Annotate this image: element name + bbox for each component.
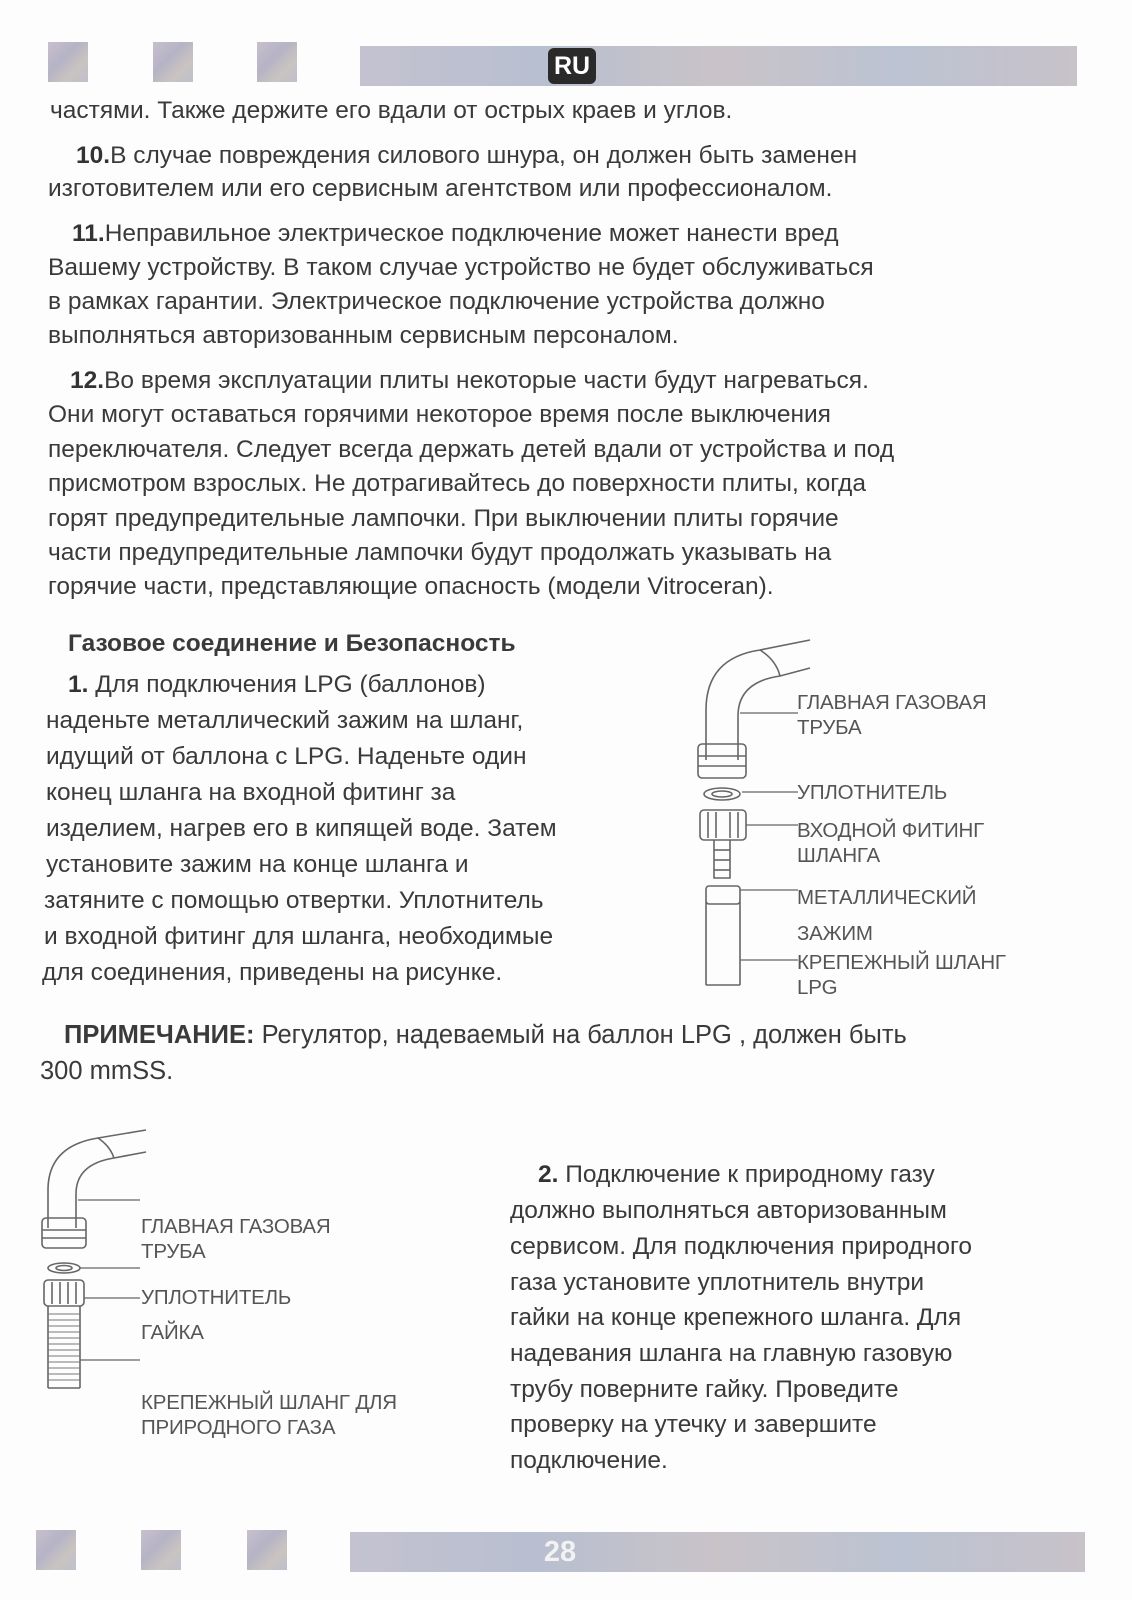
footer-square-3 (247, 1530, 287, 1570)
paragraph-12-number: 12. (70, 367, 105, 394)
footer-square-1 (36, 1530, 76, 1570)
natural-gas-line: подключение. (510, 1447, 668, 1474)
natural-gas-number: 2. (538, 1161, 559, 1188)
lpg-line: изделием, нагрев его в кипящей воде. Затем (46, 815, 557, 842)
lpg-line: затяните с помощью отвертки. Уплотнитель (44, 887, 544, 914)
lpg-label-fitting: ВХОДНОЙ ФИТИНГ ШЛАНГА (797, 819, 985, 867)
paragraph-12-line: присмотром взрослых. Не дотрагивайтесь до поверхности плиты, когда (48, 470, 866, 497)
natural-gas-line: должно выполняться авторизованным (510, 1197, 947, 1224)
footer-square-2 (141, 1530, 181, 1570)
paragraph-10-line: изготовителем или его сервисным агентством или профессионалом. (48, 175, 833, 202)
natural-gas-line: Подключение к природному газу (558, 1161, 935, 1188)
language-badge: RU (548, 48, 596, 84)
lpg-line: и входной фитинг для шланга, необходимые (44, 923, 554, 950)
page-number: 28 (543, 1536, 577, 1568)
note-label: ПРИМЕЧАНИЕ: (64, 1021, 255, 1049)
lpg-line: установите зажим на конце шланга и (46, 851, 469, 878)
paragraph-12-line: горячие части, представляющие опасность (модели Vitroceran). (48, 573, 774, 600)
lpg-label-seal: УПЛОТНИТЕЛЬ (797, 781, 948, 804)
paragraph-11-number: 11. (72, 220, 105, 247)
header-bar (360, 46, 1077, 86)
paragraph-11-line: выполняться авторизованным сервисным персоналом. (48, 322, 679, 349)
lpg-line: для соединения, приведены на рисунке. (42, 959, 503, 986)
note-text: Регулятор, надеваемый на баллон LPG , должен быть (254, 1021, 907, 1049)
natural-gas-line: надевания шланга на главную газовую (510, 1340, 953, 1367)
lpg-connection-diagram (680, 640, 810, 1010)
natgas-label-pipe: ГЛАВНАЯ ГАЗОВАЯ ТРУБА (141, 1215, 331, 1263)
natural-gas-line: гайки на конце крепежного шланга. Для (510, 1304, 962, 1331)
note (64, 1018, 907, 1053)
natural-gas-line: проверку на утечку и завершите (510, 1411, 877, 1438)
paragraph-12-line: Во время эксплуатации плиты некоторые части будут нагреваться. (104, 367, 869, 394)
paragraph-11-line: в рамках гарантии. Электрическое подключение устройства должно (48, 288, 825, 315)
footer-bar (350, 1532, 1085, 1572)
lpg-line: Для подключения LPG (баллонов) (88, 671, 486, 698)
paragraph-12-line: горят предупредительные лампочки. При выключении плиты горячие (48, 505, 839, 532)
lpg-label-hose: КРЕПЕЖНЫЙ ШЛАНГ LPG (797, 951, 1006, 999)
natgas-label-nut: ГАЙКА (141, 1321, 204, 1344)
header-square-1 (48, 42, 88, 82)
paragraph-10-number: 10. (76, 142, 111, 169)
note-text: 300 mmSS. (40, 1057, 174, 1085)
lpg-line: конец шланга на входной фитинг за (46, 779, 456, 806)
natgas-label-seal: УПЛОТНИТЕЛЬ (141, 1286, 292, 1309)
header-square-3 (257, 42, 297, 82)
lpg-label-clamp: МЕТАЛЛИЧЕСКИЙ ЗАЖИМ (797, 886, 977, 945)
header-square-2 (153, 42, 193, 82)
lpg-line: наденьте металлический зажим на шланг, (46, 707, 524, 734)
paragraph-12-line: части предупредительные лампочки будут продолжать указывать на (48, 539, 832, 566)
lpg-line: идущий от баллона с LPG. Наденьте один (46, 743, 527, 770)
lpg-number: 1. (68, 671, 89, 698)
natural-gas-line: газа установите уплотнитель внутри (510, 1269, 925, 1296)
paragraph-12-line: переключателя. Следует всегда держать детей вдали от устройства и под (48, 436, 895, 463)
section-heading: Газовое соединение и Безопасность (68, 630, 516, 657)
natural-gas-connection-diagram (38, 1130, 148, 1420)
natgas-label-hose: КРЕПЕЖНЫЙ ШЛАНГ ДЛЯ ПРИРОДНОГО ГАЗА (141, 1391, 397, 1439)
paragraph-12-line: Они могут оставаться горячими некоторое время после выключения (48, 401, 831, 428)
paragraph-10-line: В случае повреждения силового шнура, он должен быть заменен (110, 142, 858, 169)
paragraph-11-line: Вашему устройству. В таком случае устройство не будет обслуживаться (48, 254, 874, 281)
lpg-label-pipe: ГЛАВНАЯ ГАЗОВАЯ ТРУБА (797, 691, 987, 739)
natural-gas-line: трубу поверните гайку. Проведите (510, 1376, 899, 1403)
paragraph-continued: частями. Также держите его вдали от острых краев и углов. (50, 97, 733, 124)
paragraph-11-line: Неправильное электрическое подключение может нанести вред (104, 220, 839, 247)
natural-gas-line: сервисом. Для подключения природного (510, 1233, 972, 1260)
